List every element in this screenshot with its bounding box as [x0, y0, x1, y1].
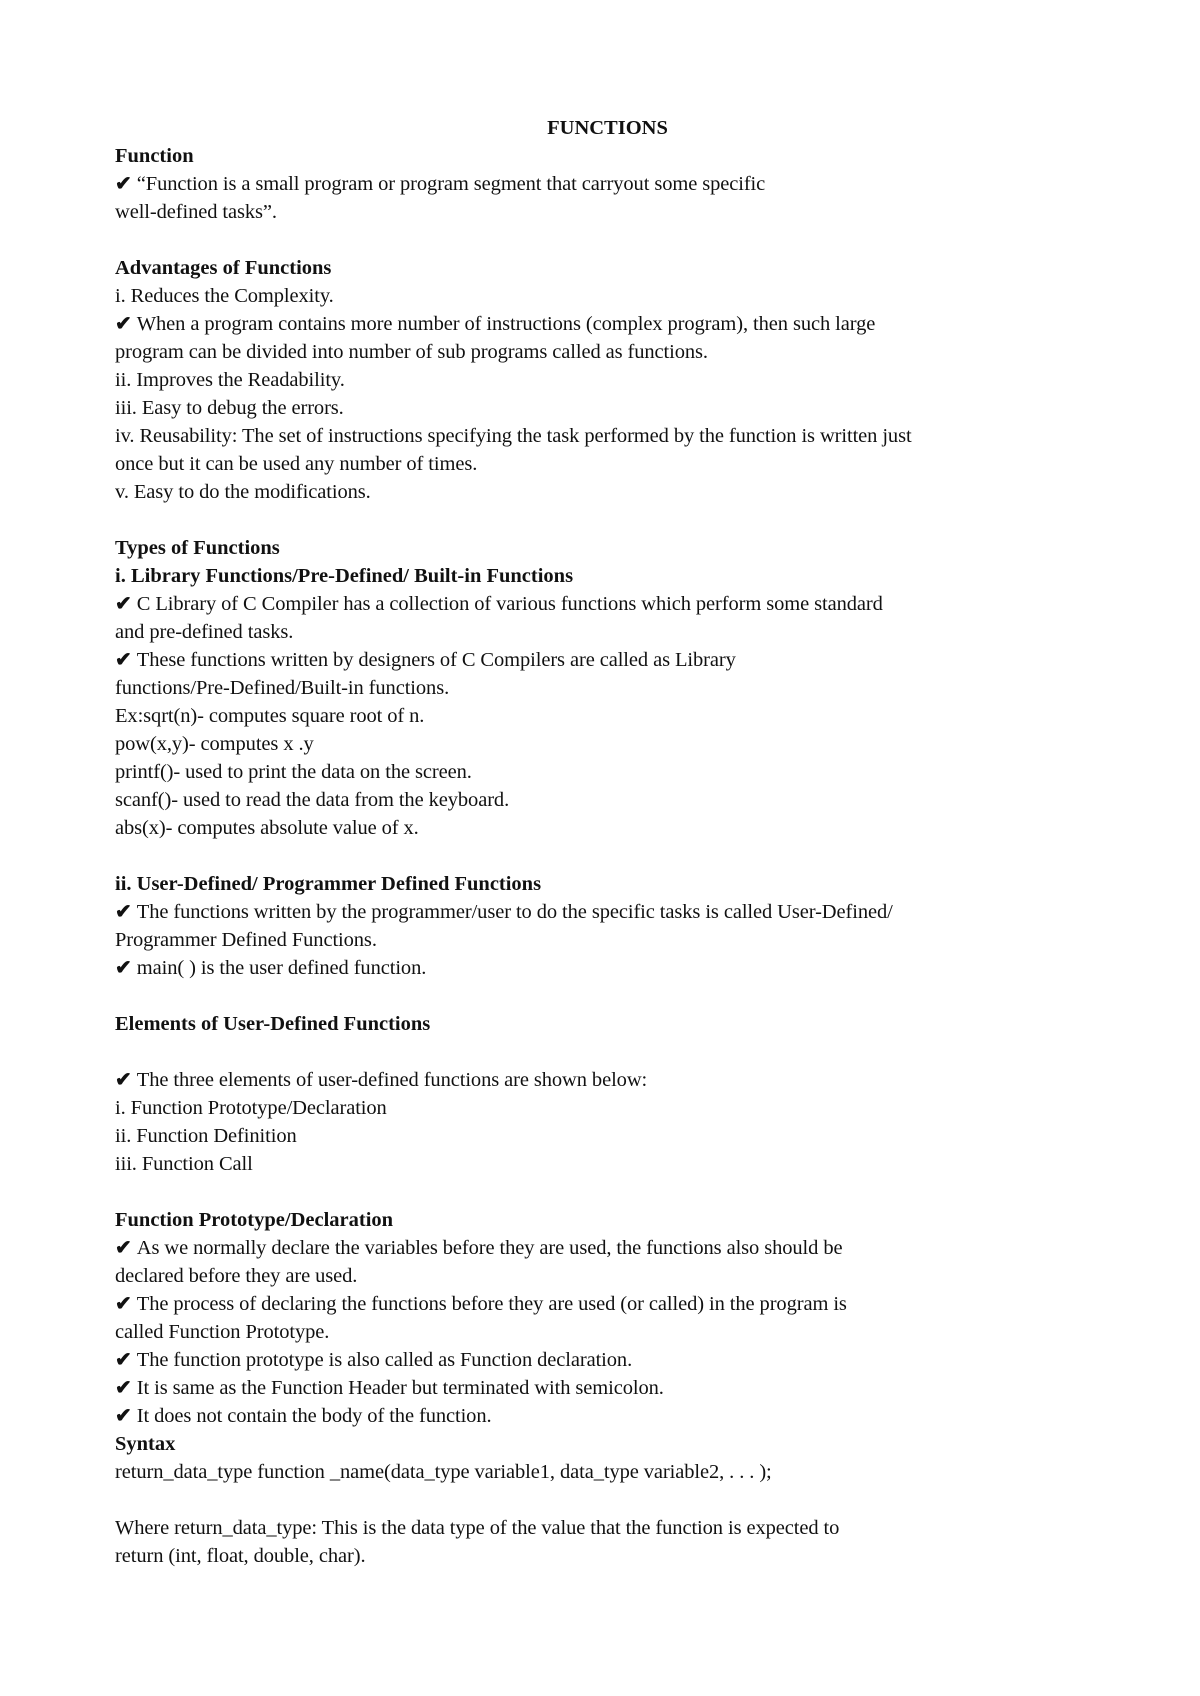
prototype-note-line: ✔ The process of declaring the functions before they are used (or called) in the program is	[115, 1293, 847, 1315]
checkmark-icon: ✔	[115, 313, 132, 335]
checkmark-icon: ✔	[115, 901, 132, 923]
elements-heading: Elements of User-Defined Functions	[115, 1013, 431, 1035]
advantage-item: iv. Reusability: The set of instructions specifying the task performed by the function is written just	[115, 425, 912, 447]
function-definition-line-1: ✔ “Function is a small program or program segment that carryout some specific	[115, 173, 766, 195]
checkmark-icon: ✔	[115, 1069, 132, 1091]
function-heading: Function	[115, 145, 194, 167]
checkmark-icon: ✔	[115, 1349, 132, 1371]
checkmark-icon: ✔	[115, 649, 132, 671]
advantage-note-line-1: ✔ When a program contains more number of instructions (complex program), then such large	[115, 313, 876, 335]
checkmark-icon: ✔	[115, 1293, 132, 1315]
document-title: FUNCTIONS	[547, 117, 668, 139]
advantage-item: iii. Easy to debug the errors.	[115, 397, 344, 419]
example-line: Ex:sqrt(n)- computes square root of n.	[115, 705, 425, 727]
user-defined-note-line-3: ✔ main( ) is the user defined function.	[115, 957, 427, 979]
library-functions-subheading: i. Library Functions/Pre-Defined/ Built-in Functions	[115, 565, 574, 587]
element-item: ii. Function Definition	[115, 1125, 297, 1147]
types-heading: Types of Functions	[115, 537, 280, 559]
prototype-note-line: called Function Prototype.	[115, 1321, 330, 1343]
checkmark-icon: ✔	[115, 1237, 132, 1259]
syntax-line: return_data_type function _name(data_type variable1, data_type variable2, . . . );	[115, 1461, 772, 1483]
advantages-heading: Advantages of Functions	[115, 257, 332, 279]
where-line-1: Where return_data_type: This is the data type of the value that the function is expected to	[115, 1517, 840, 1539]
prototype-heading: Function Prototype/Declaration	[115, 1209, 394, 1231]
element-item: iii. Function Call	[115, 1153, 253, 1175]
library-note-line-1: ✔ C Library of C Compiler has a collection of various functions which perform some standard	[115, 593, 883, 615]
user-defined-heading: ii. User-Defined/ Programmer Defined Functions	[115, 873, 542, 895]
library-note-line-4: functions/Pre-Defined/Built-in functions.	[115, 677, 450, 699]
example-line: abs(x)- computes absolute value of x.	[115, 817, 419, 839]
prototype-note-line: ✔ As we normally declare the variables before they are used, the functions also should be	[115, 1237, 843, 1259]
library-note-line-3: ✔ These functions written by designers of C Compilers are called as Library	[115, 649, 736, 671]
advantage-note-line-2: program can be divided into number of sub programs called as functions.	[115, 341, 708, 363]
elements-intro: ✔ The three elements of user-defined functions are shown below:	[115, 1069, 648, 1091]
element-item: i. Function Prototype/Declaration	[115, 1097, 387, 1119]
user-defined-note-line-1: ✔ The functions written by the programmer/user to do the specific tasks is called User-Defined/	[115, 901, 893, 923]
checkmark-icon: ✔	[115, 957, 132, 979]
prototype-note-line: declared before they are used.	[115, 1265, 358, 1287]
syntax-label: Syntax	[115, 1433, 176, 1455]
advantage-item: v. Easy to do the modifications.	[115, 481, 371, 503]
checkmark-icon: ✔	[115, 593, 132, 615]
advantage-item: ii. Improves the Readability.	[115, 369, 345, 391]
example-line: scanf()- used to read the data from the keyboard.	[115, 789, 510, 811]
checkmark-icon: ✔	[115, 173, 132, 195]
example-line: pow(x,y)- computes x .y	[115, 733, 314, 755]
example-line: printf()- used to print the data on the screen.	[115, 761, 472, 783]
advantage-item-continued: once but it can be used any number of times.	[115, 453, 478, 475]
prototype-note-line: ✔ It is same as the Function Header but terminated with semicolon.	[115, 1377, 664, 1399]
where-line-2: return (int, float, double, char).	[115, 1545, 366, 1567]
advantage-item: i. Reduces the Complexity.	[115, 285, 334, 307]
prototype-note-line: ✔ It does not contain the body of the function.	[115, 1405, 492, 1427]
checkmark-icon: ✔	[115, 1377, 132, 1399]
function-definition-line-2: well-defined tasks”.	[115, 201, 277, 223]
library-note-line-2: and pre-defined tasks.	[115, 621, 294, 643]
prototype-note-line: ✔ The function prototype is also called as Function declaration.	[115, 1349, 633, 1371]
user-defined-note-line-2: Programmer Defined Functions.	[115, 929, 377, 951]
checkmark-icon: ✔	[115, 1405, 132, 1427]
